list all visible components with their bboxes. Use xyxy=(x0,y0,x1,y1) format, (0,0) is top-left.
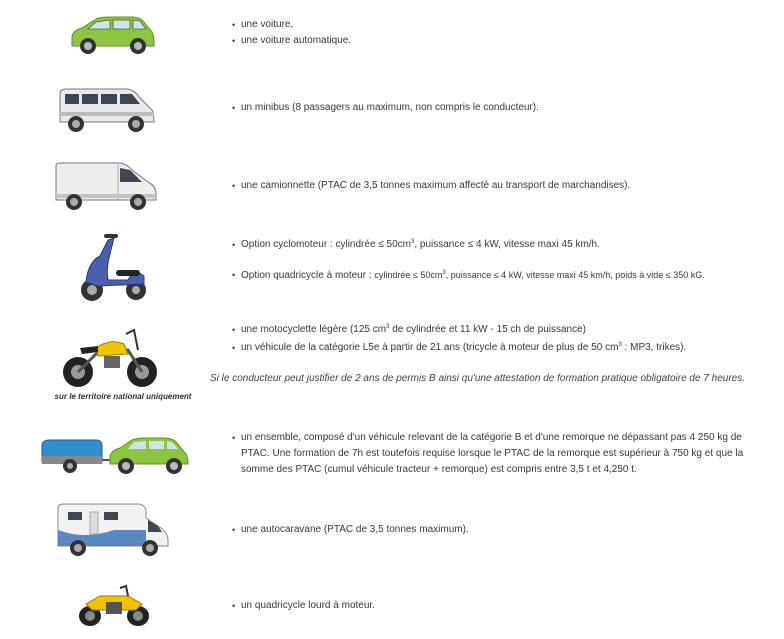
list-item: • Option quadricycle à moteur : cylindrée ≤ $50cm^3$, puissance ≤ 4 kW, vitesse maxi 45 km/h, poids à vide ≤ 350 kG. xyxy=(232,270,705,281)
scooter-icon xyxy=(78,232,148,304)
list-item: • un quadricycle lourd à moteur. xyxy=(232,600,375,611)
van-icon xyxy=(52,160,164,212)
list-item: • un minibus (8 passagers au maximum, non compris le conducteur). xyxy=(232,102,539,113)
motorhome-icon xyxy=(54,500,172,558)
motorcycle-note: Si le conducteur peut justifier de 2 ans de permis B ainsi qu'une attestation de formation pratique obligatoire de 7 heures. xyxy=(210,373,746,384)
list-item: • une voiture automatique. xyxy=(232,35,352,46)
minibus-icon xyxy=(56,84,158,134)
car-with-trailer-icon xyxy=(40,432,192,476)
list-item: • Option cyclomoteur : cylindrée ≤ $50cm^3$, puissance ≤ 4 kW, vitesse maxi 45 km/h. xyxy=(232,239,600,250)
list-item: • une motocyclette légère (125 $cm^3$ de cylindrée et 11 kW - 15 ch de puissance) xyxy=(232,324,587,335)
list-item: • une camionnette (PTAC de 3,5 tonnes maximum affecté au transport de marchandises). xyxy=(232,180,631,191)
motorcycle-caption: sur le territoire national uniquement xyxy=(54,392,192,401)
list-item: • une voiture, xyxy=(232,19,294,30)
quad-icon xyxy=(76,584,152,628)
list-item: • un ensemble, composé d'un véhicule relevant de la catégorie B et d'une remorque ne dépassant pas 4 250 kg de PTAC. Une formation de 7h est toutefois requise lorsque le PTAC de la remorque est supérieur à 750 kg et que la somme des PTAC (cumul véhicule tracteur + remorque) est compris entre 3,5 t et 4,250 t. xyxy=(232,432,744,475)
list-item: • une autocaravane (PTAC de 3,5 tonnes maximum). xyxy=(232,524,469,535)
motorcycle-icon xyxy=(60,326,162,390)
green-car-icon xyxy=(66,14,156,56)
list-item: • un véhicule de la catégorie L5e à partir de 21 ans (tricycle à moteur de plus de 50 $cm^3$ : MP3, trikes). xyxy=(232,342,687,353)
